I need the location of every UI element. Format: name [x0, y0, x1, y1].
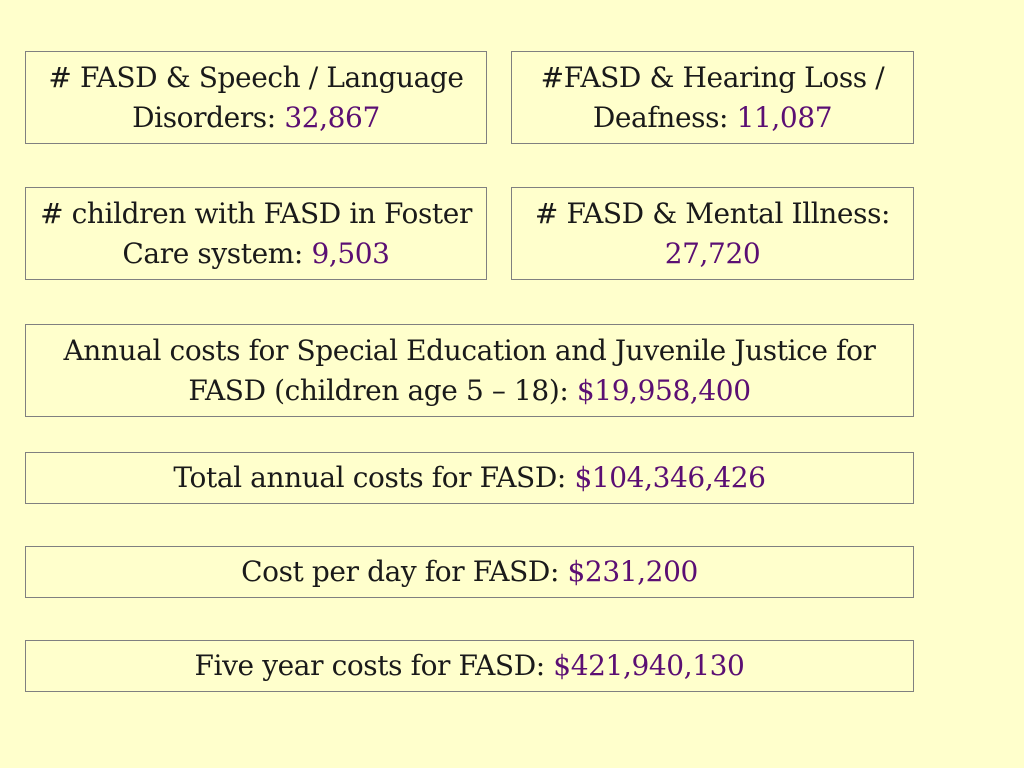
hearing-loss-stat-text — [518, 58, 907, 138]
mental-illness-label: # FASD & Mental Illness: — [534, 196, 891, 230]
speech-language-stat-text — [32, 58, 480, 138]
special-education-cost-value: $19,958,400 — [576, 373, 751, 407]
speech-language-value: 32,867 — [284, 100, 380, 134]
mental-illness-stat-box — [511, 187, 914, 280]
cost-per-day-label: Cost per day for FASD: — [241, 555, 568, 588]
speech-language-label: # FASD & Speech / Language Disorders: — [48, 60, 464, 134]
five-year-cost-text — [195, 646, 745, 686]
special-education-cost-label: Annual costs for Special Education and Juvenile Justice for FASD (children age 5 – 18): — [63, 333, 876, 407]
total-annual-cost-box — [25, 452, 914, 504]
mental-illness-stat-text — [518, 194, 907, 274]
foster-care-stat-box — [25, 187, 487, 280]
cost-per-day-box — [25, 546, 914, 598]
five-year-cost-label: Five year costs for FASD: — [194, 649, 554, 682]
special-education-cost-text — [32, 331, 907, 411]
foster-care-label: # children with FASD in Foster Care system: — [40, 196, 472, 270]
hearing-loss-label: #FASD & Hearing Loss / Deafness: — [540, 60, 885, 134]
total-annual-cost-label: Total annual costs for FASD: — [173, 461, 575, 494]
five-year-cost-box — [25, 640, 914, 692]
cost-per-day-text — [241, 552, 698, 592]
total-annual-cost-value: $104,346,426 — [574, 461, 766, 494]
foster-care-value: 9,503 — [311, 236, 390, 270]
five-year-cost-value: $421,940,130 — [553, 649, 745, 682]
cost-per-day-value: $231,200 — [567, 555, 698, 588]
speech-language-stat-box — [25, 51, 487, 144]
total-annual-cost-text — [173, 458, 765, 498]
mental-illness-value: 27,720 — [664, 236, 761, 270]
hearing-loss-stat-box — [511, 51, 914, 144]
hearing-loss-value: 11,087 — [736, 100, 833, 134]
foster-care-stat-text — [32, 194, 480, 274]
special-education-cost-box — [25, 324, 914, 417]
